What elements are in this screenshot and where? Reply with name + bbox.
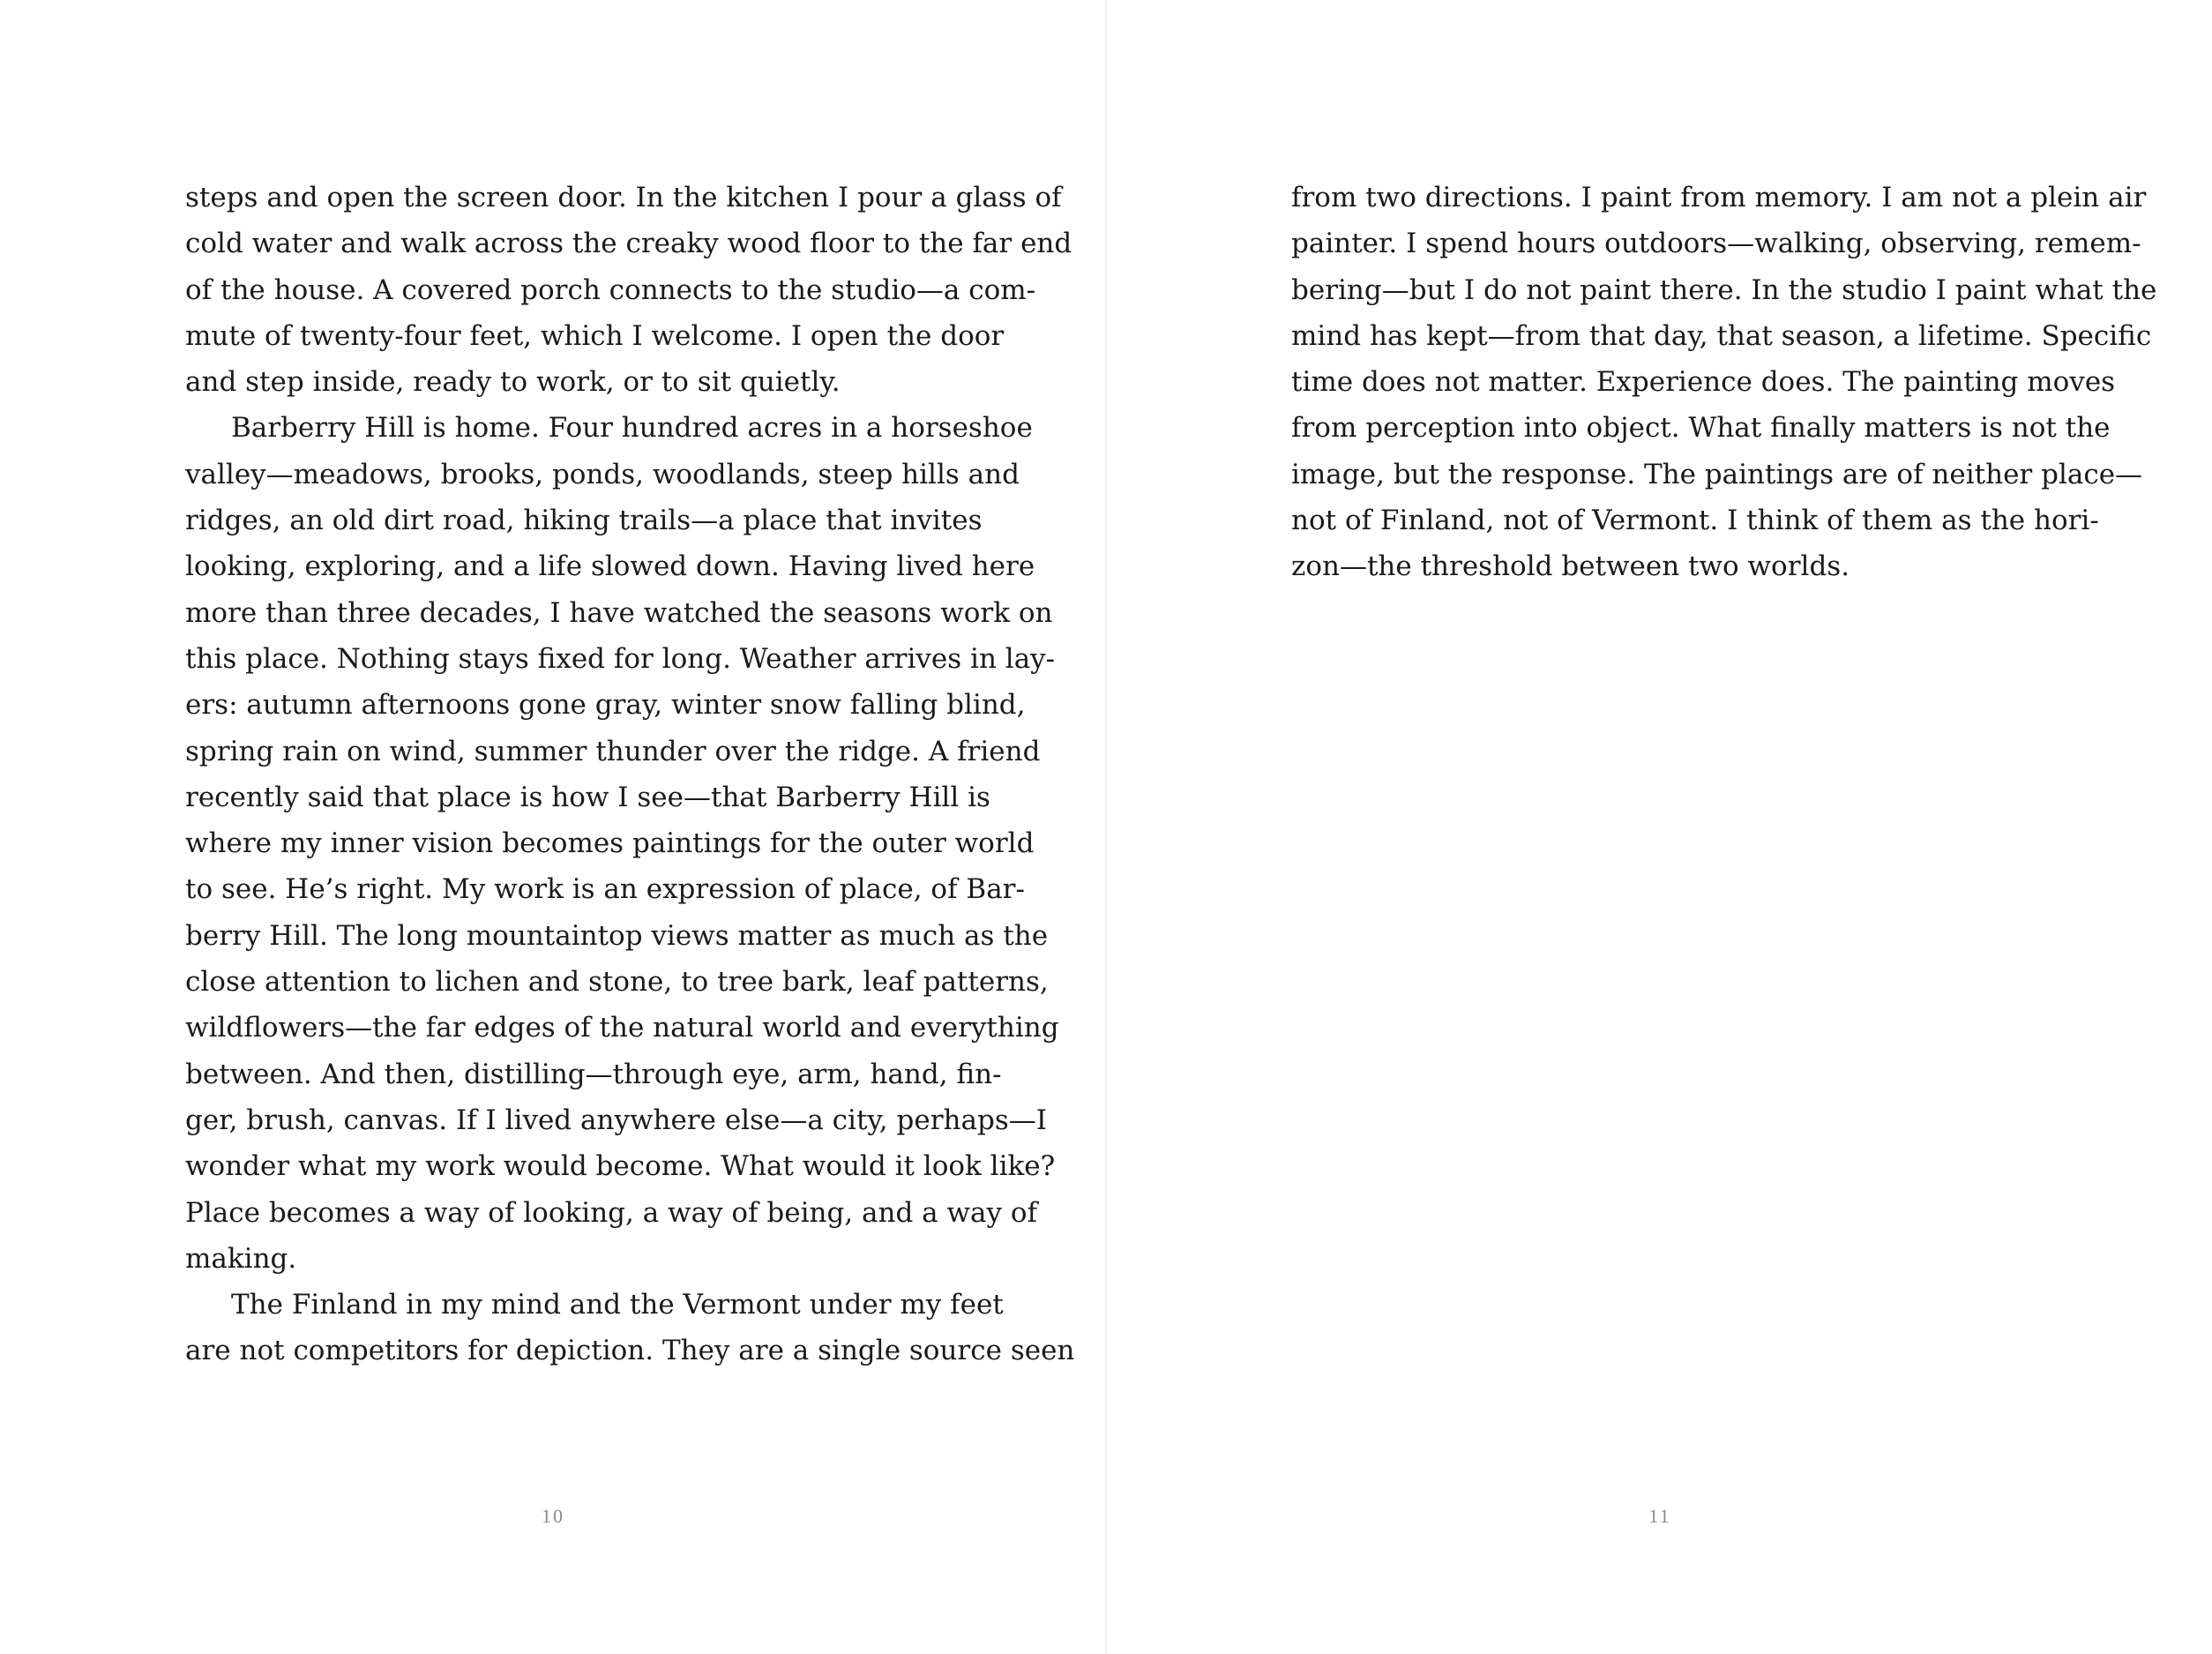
text-line: between. And then, distilling—through eye, arm, hand, fin- xyxy=(185,1058,1002,1090)
text-line: Barberry Hill is home. Four hundred acres in a horseshoe xyxy=(231,412,1033,445)
text-line: wildflowers—the far edges of the natural world and everything xyxy=(185,1012,1059,1044)
text-line: to see. He’s right. My work is an expression of place, of Bar- xyxy=(185,873,1025,906)
text-line: spring rain on wind, summer thunder over the ridge. A friend xyxy=(185,735,1041,767)
text-line: mute of twenty-four feet, which I welcome. I open the door xyxy=(185,319,1005,352)
text-line: The Finland in my mind and the Vermont under my feet xyxy=(231,1289,1004,1321)
text-line: image, but the response. The paintings are of neither place— xyxy=(1291,458,2143,490)
paragraph xyxy=(185,1282,1075,1374)
left-page-body xyxy=(185,175,1075,1374)
paragraph xyxy=(185,405,1059,1282)
paragraph xyxy=(1291,175,2157,590)
text-line: ridges, an old dirt road, hiking trails—a place that invites xyxy=(185,505,983,537)
text-line: mind has kept—from that day, that season, a lifetime. Specific xyxy=(1291,319,2152,352)
text-line: this place. Nothing stays fixed for long. Weather arrives in lay- xyxy=(185,642,1056,675)
text-line: time does not matter. Experience does. The painting moves xyxy=(1291,366,2116,399)
text-line: zon—the threshold between two worlds. xyxy=(1291,550,1850,583)
text-line: making. xyxy=(185,1242,297,1275)
text-line: are not competitors for depiction. They are a single source seen xyxy=(185,1335,1075,1367)
text-line: not of Finland, not of Vermont. I think of them as the hori- xyxy=(1291,505,2099,537)
text-line: from two directions. I paint from memory. I am not a plein air xyxy=(1291,182,2147,213)
text-line: cold water and walk across the creaky wood floor to the far end xyxy=(185,228,1072,260)
text-line: wonder what my work would become. What would it look like? xyxy=(185,1150,1056,1183)
text-line: recently said that place is how I see—that Barberry Hill is xyxy=(185,781,990,813)
text-line: of the house. A covered porch connects to the studio—a com- xyxy=(185,273,1036,306)
text-line: more than three decades, I have watched the seasons work on xyxy=(185,596,1053,629)
right-page-body xyxy=(1291,175,2157,590)
text-line: looking, exploring, and a life slowed down. Having lived here xyxy=(185,550,1035,583)
text-line: and step inside, ready to work, or to sit quietly. xyxy=(185,366,841,399)
text-line: Place becomes a way of looking, a way of being, and a way of xyxy=(185,1196,1038,1229)
right-page xyxy=(1107,0,2212,1654)
text-line: painter. I spend hours outdoors—walking, observing, remem- xyxy=(1291,228,2141,260)
text-line: berry Hill. The long mountaintop views matter as much as the xyxy=(185,919,1049,952)
text-line: from perception into object. What finally matters is not the xyxy=(1291,412,2111,445)
text-line: close attention to lichen and stone, to tree bark, leaf patterns, xyxy=(185,966,1049,999)
page-number: 11 xyxy=(1648,1505,1671,1527)
text-line: steps and open the screen door. In the kitchen I pour a glass of xyxy=(185,182,1062,213)
page-number: 10 xyxy=(542,1505,564,1527)
text-line: ger, brush, canvas. If I lived anywhere else—a city, perhaps—I xyxy=(185,1104,1047,1136)
paragraph xyxy=(185,175,1072,405)
text-line: where my inner vision becomes paintings for the outer world xyxy=(185,827,1035,860)
text-line: ers: autumn afternoons gone gray, winter snow falling blind, xyxy=(185,689,1026,722)
text-line: bering—but I do not paint there. In the studio I paint what the xyxy=(1291,273,2157,306)
text-line: valley—meadows, brooks, ponds, woodlands, steep hills and xyxy=(185,458,1020,490)
left-page xyxy=(0,0,1105,1654)
